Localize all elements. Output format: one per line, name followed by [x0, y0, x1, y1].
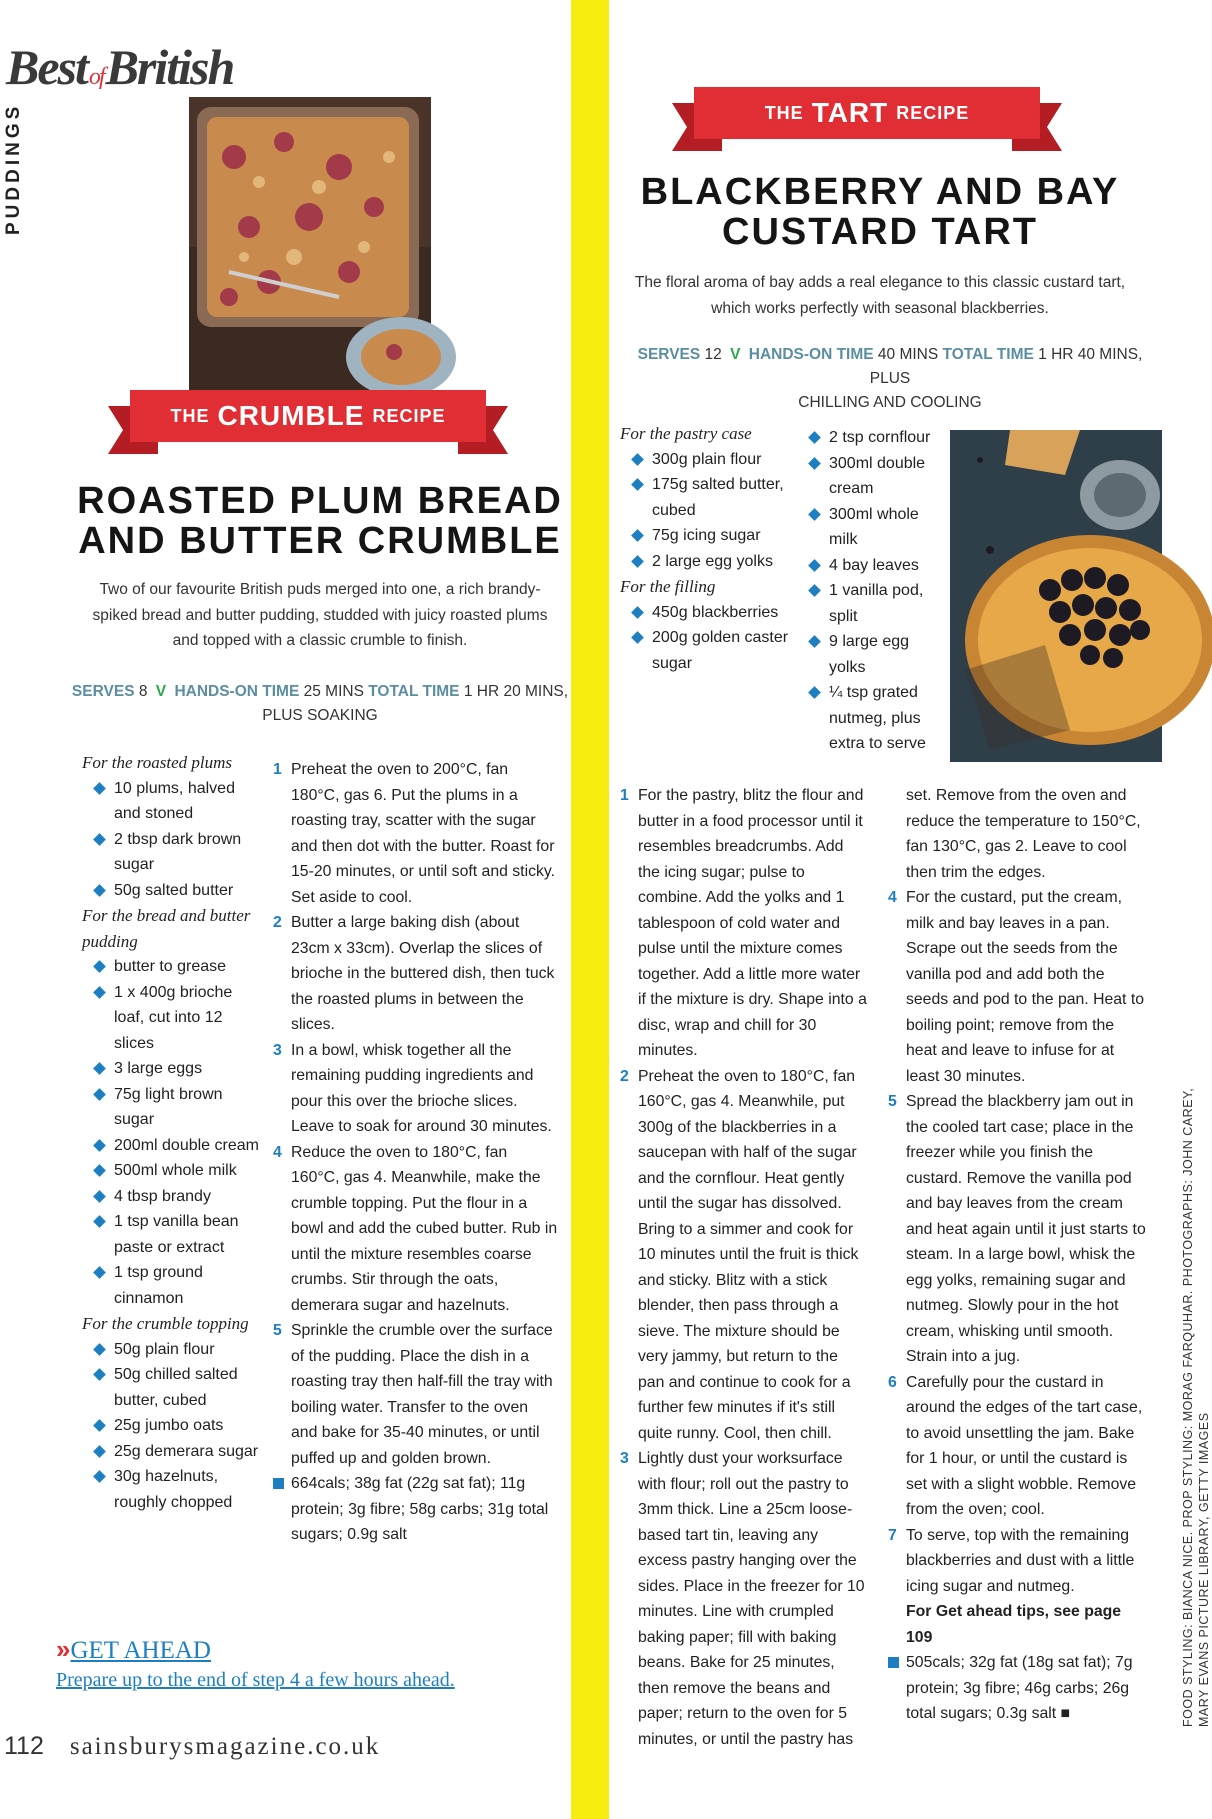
method-step [273, 1038, 558, 1140]
ribbon-recipe: RECIPE [372, 405, 446, 426]
step-text: Preheat the oven to 200°C, fan 180°C, gas 6. Put the plums in a roasting tray, scatter with the sugar and then dot with the butter. Roast for 15-20 minutes, or until soft and sticky. Set aside to cool. [291, 761, 555, 906]
nutrition-info: 664cals; 38g fat (22g sat fat); 11g protein; 3g fibre; 58g carbs; 31g total sugars; 0.9g salt [273, 1471, 558, 1548]
page-number: 112 [4, 1732, 44, 1760]
brand-best: Best [6, 39, 87, 95]
tart-method-col1 [620, 783, 868, 1752]
section-label: PUDDINGS [3, 102, 24, 235]
ingredient-item: 75g light brown sugar [82, 1082, 262, 1133]
step-text: To serve, top with the remaining blackberries and dust with a little icing sugar and nutmeg. [906, 1526, 1135, 1595]
vegetarian-badge: V [730, 346, 741, 363]
ingredient-item: 1 tsp vanilla bean paste or extract [82, 1209, 262, 1260]
tart-photo [950, 430, 1162, 762]
yellow-divider-strip [571, 0, 609, 1819]
get-ahead-heading: GET AHEAD [70, 1637, 211, 1664]
ingredient-group-heading: For the filling [620, 577, 716, 596]
page-footer [4, 1732, 380, 1761]
total-extra: PLUS SOAKING [262, 707, 378, 724]
ingredient-item: 1 x 400g brioche loaf, cut into 12 slices [82, 980, 262, 1057]
method-step [273, 757, 558, 910]
tart-ingredients-col2 [797, 425, 947, 757]
method-step [888, 1089, 1146, 1370]
step-text: Sprinkle the crumble over the surface of the pudding. Place the dish in a roasting tray then half-fill the tray with boiling water. Transfer to the oven and bake for 35-40 minutes, or until puffed up and golden brown. [291, 1322, 553, 1467]
vegetarian-badge: V [155, 683, 167, 700]
ingredient-item: 2 tbsp dark brown sugar [82, 827, 262, 878]
credits-line1: FOOD STYLING: BIANCA NICE. PROP STYLING: MORAG FARQUHAR. PHOTOGRAPHS: JOHN CAREY, [1181, 1087, 1195, 1727]
handson-value: 25 MINS [303, 683, 364, 700]
step-number: 1 [620, 787, 629, 804]
method-step [620, 1064, 868, 1447]
ingredient-item: 200g golden caster sugar [620, 625, 800, 676]
nutrition-info: 505cals; 32g fat (18g sat fat); 7g protein; 3g fibre; 46g carbs; 26g total sugars; 0.3g salt ■ [888, 1650, 1146, 1727]
ingredient-item: butter to grease [82, 954, 262, 980]
credits-line2: MARY EVANS PICTURE LIBRARY, GETTY IMAGES [1197, 1412, 1211, 1727]
ingredient-item: 50g salted butter [82, 878, 262, 904]
step-number: 4 [888, 889, 897, 906]
tart-meta [630, 343, 1150, 415]
tart-ribbon [672, 87, 1062, 157]
crumble-method [273, 757, 558, 1548]
tart-ingredients-col1 [620, 421, 800, 676]
step-number: 5 [888, 1093, 897, 1110]
crumble-intro: Two of our favourite British puds merged into one, a rich brandy-spiked bread and butter pudding, studded with juicy roasted plums and topped with a classic crumble to finish. [92, 581, 548, 649]
method-step-continued: set. Remove from the oven and reduce the temperature to 150°C, fan 130°C, gas 2. Leave to cool then trim the edges. [906, 787, 1141, 881]
method-step [620, 1446, 868, 1752]
ingredient-item: 50g chilled salted butter, cubed [82, 1362, 262, 1413]
crumble-title [60, 481, 580, 561]
ingredient-item: 25g jumbo oats [82, 1413, 262, 1439]
step-number: 6 [888, 1373, 897, 1391]
tart-title [620, 172, 1140, 252]
step-number: 3 [273, 1041, 282, 1059]
get-ahead-text: Prepare up to the end of step 4 a few hours ahead. [56, 1669, 455, 1691]
ingredient-item: 10 plums, halved and stoned [82, 776, 262, 827]
ingredient-item: 9 large egg yolks [797, 629, 947, 680]
handson-label: HANDS-ON TIME [174, 683, 300, 700]
method-step [620, 783, 868, 1064]
ingredient-item: 75g icing sugar [620, 523, 800, 549]
total-extra: CHILLING AND COOLING [798, 394, 982, 411]
ingredient-group-heading: For the pastry case [620, 424, 752, 443]
ingredient-item: 4 bay leaves [797, 553, 947, 579]
crumble-title-line1: ROASTED PLUM BREAD [77, 480, 563, 522]
method-step [888, 885, 1146, 1089]
crumble-meta [70, 680, 570, 728]
ingredient-item: 1 vanilla pod, split [797, 578, 947, 629]
ingredient-item: 3 large eggs [82, 1056, 262, 1082]
ingredient-item: 300ml double cream [797, 451, 947, 502]
step-number: 2 [273, 914, 282, 931]
ingredient-item: 175g salted butter, cubed [620, 472, 800, 523]
method-step [273, 1318, 558, 1471]
ingredient-group-heading: For the crumble topping [82, 1314, 249, 1333]
ribbon-the: THE [170, 405, 210, 426]
tart-intro: The floral aroma of bay adds a real elegance to this classic custard tart, which works perfectly with seasonal blackberries. [634, 274, 1126, 317]
step-text: Carefully pour the custard in around the edges of the tart case, to avoid unsettling the jam. Bake for 1 hour, or until the custard is set with a slight wobble. Remove from the oven; cool. [906, 1373, 1143, 1518]
ingredient-group-heading: For the bread and butter pudding [82, 906, 251, 951]
step-text: Spread the blackberry jam out in the cooled tart case; place in the freezer while you finish the custard. Remove the vanilla pod and bay leaves from the cream and heat again until it just starts to steam. In a large bowl, whisk the egg yolks, remaining sugar and nutmeg. Slowly pour in the hot cream, whisking until smooth. Strain into a jug. [906, 1093, 1146, 1365]
ingredient-item: 300g plain flour [620, 447, 800, 473]
ingredient-item: 1 tsp ground cinnamon [82, 1260, 262, 1311]
method-step [888, 1370, 1146, 1523]
ribbon-band [130, 390, 486, 442]
crumble-title-line2: AND BUTTER CRUMBLE [78, 520, 562, 562]
method-step [273, 910, 558, 1038]
step-number: 4 [273, 1143, 282, 1161]
ribbon-recipe: RECIPE [896, 102, 970, 123]
ingredient-item: 300ml whole milk [797, 502, 947, 553]
serves-value: 12 [704, 346, 722, 363]
ingredient-item: 25g demerara sugar [82, 1439, 262, 1465]
ingredient-item: 500ml whole milk [82, 1158, 262, 1184]
ingredient-group-heading: For the roasted plums [82, 753, 233, 772]
step-number: 1 [273, 761, 282, 778]
ribbon-band [694, 87, 1040, 139]
step-text: For the custard, put the cream, milk and bay leaves in a pan. Scrape out the seeds from the vanilla pod and add both the seeds and pod to the pan. Heat to boiling point; remove from the heat and leave to infuse for at least 30 minutes. [906, 889, 1145, 1085]
get-ahead-tip: For Get ahead tips, see page 109 [906, 1603, 1122, 1646]
step-text: In a bowl, whisk together all the remaining pudding ingredients and pour this over the brioche slices. Leave to soak for around 30 minutes. [291, 1041, 552, 1135]
serves-label: SERVES [637, 346, 701, 363]
total-value: 1 HR 20 MINS, [463, 683, 569, 700]
crumble-ribbon [108, 390, 508, 460]
ribbon-crumble: CRUMBLE [217, 400, 365, 431]
ingredient-item: 30g hazelnuts, roughly chopped [82, 1464, 262, 1515]
step-text: Lightly dust your worksurface with flour; roll out the pastry to 3mm thick. Line a 25cm loose-based tart tin, leaving any excess pastry hanging over the sides. Place in the freezer for 10 minutes. Line with crumpled baking paper; fill with baking beans. Bake for 25 minutes, then remove the beans and paper; return to the oven for 5 minutes, or until the pastry has [638, 1450, 865, 1748]
brand-logo [6, 38, 233, 96]
step-text: Reduce the oven to 180°C, fan 160°C, gas 4. Meanwhile, make the crumble topping. Put the flour in a bowl and add the cubed butter. Rub in until the mixture resembles coarse crumbs. Stir through the oats, demerara sugar and hazelnuts. [291, 1143, 558, 1314]
step-text: Butter a large baking dish (about 23cm x 33cm). Overlap the slices of brioche in the buttered dish, then tuck the roasted plums in between the slices. [291, 914, 555, 1033]
ingredient-item: 450g blackberries [620, 600, 800, 626]
ribbon-the: THE [764, 102, 804, 123]
method-step [888, 1523, 1146, 1600]
ingredient-item: 50g plain flour [82, 1337, 262, 1363]
ingredient-item: 4 tbsp brandy [82, 1184, 262, 1210]
step-number: 3 [620, 1450, 629, 1467]
tart-title-line2: CUSTARD TART [722, 211, 1038, 253]
site-url: sainsburysmagazine.co.uk [69, 1733, 381, 1760]
total-label: TOTAL TIME [368, 683, 460, 700]
brand-british: British [105, 39, 234, 95]
tart-title-line1: BLACKBERRY AND BAY [640, 171, 1120, 213]
step-number: 2 [620, 1067, 629, 1085]
step-text: For the pastry, blitz the flour and butter in a food processor until it resembles breadcrumbs. Add the icing sugar; pulse to combine. Add the yolks and 1 tablespoon of cold water and pulse until the mixture comes together. Add a little more water if the mixture is dry. Shape into a disc, wrap and chill for 30 minutes. [638, 787, 867, 1059]
handson-value: 40 MINS [877, 346, 939, 363]
crumble-photo [189, 97, 431, 392]
ingredient-item: 2 tsp cornflour [797, 425, 947, 451]
handson-label: HANDS-ON TIME [748, 346, 874, 363]
ingredient-item: 2 large egg yolks [620, 549, 800, 575]
ingredient-item: ¼ tsp grated nutmeg, plus extra to serve [797, 680, 947, 757]
tart-method-col2 [888, 783, 1146, 1727]
photo-credits [1180, 1027, 1212, 1727]
step-number: 5 [273, 1322, 282, 1339]
method-step [273, 1140, 558, 1319]
total-label: TOTAL TIME [942, 346, 1034, 363]
get-ahead-box [56, 1634, 455, 1692]
get-ahead-arrow-icon: » [56, 1634, 71, 1664]
serves-value: 8 [138, 683, 148, 700]
crumble-ingredients [82, 750, 262, 1515]
ingredient-item: 200ml double cream [82, 1133, 262, 1159]
step-number: 7 [888, 1526, 897, 1544]
ribbon-tart: TART [811, 97, 889, 128]
serves-label: SERVES [71, 683, 135, 700]
step-text: Preheat the oven to 180°C, fan 160°C, gas 4. Meanwhile, put 300g of the blackberries in a saucepan with half of the sugar and the cornflour. Heat gently until the sugar has dissolved. Bring to a simmer and cook for 10 minutes until the fruit is thick and sticky. Blitz with a stick blender, then pass through a sieve. The mixture should be very jammy, but return to the pan and continue to cook for a further few minutes if it's still quite runny. Cool, then chill. [638, 1067, 859, 1442]
total-value: 1 HR 40 MINS, PLUS [869, 346, 1143, 387]
brand-of: of [88, 64, 104, 90]
